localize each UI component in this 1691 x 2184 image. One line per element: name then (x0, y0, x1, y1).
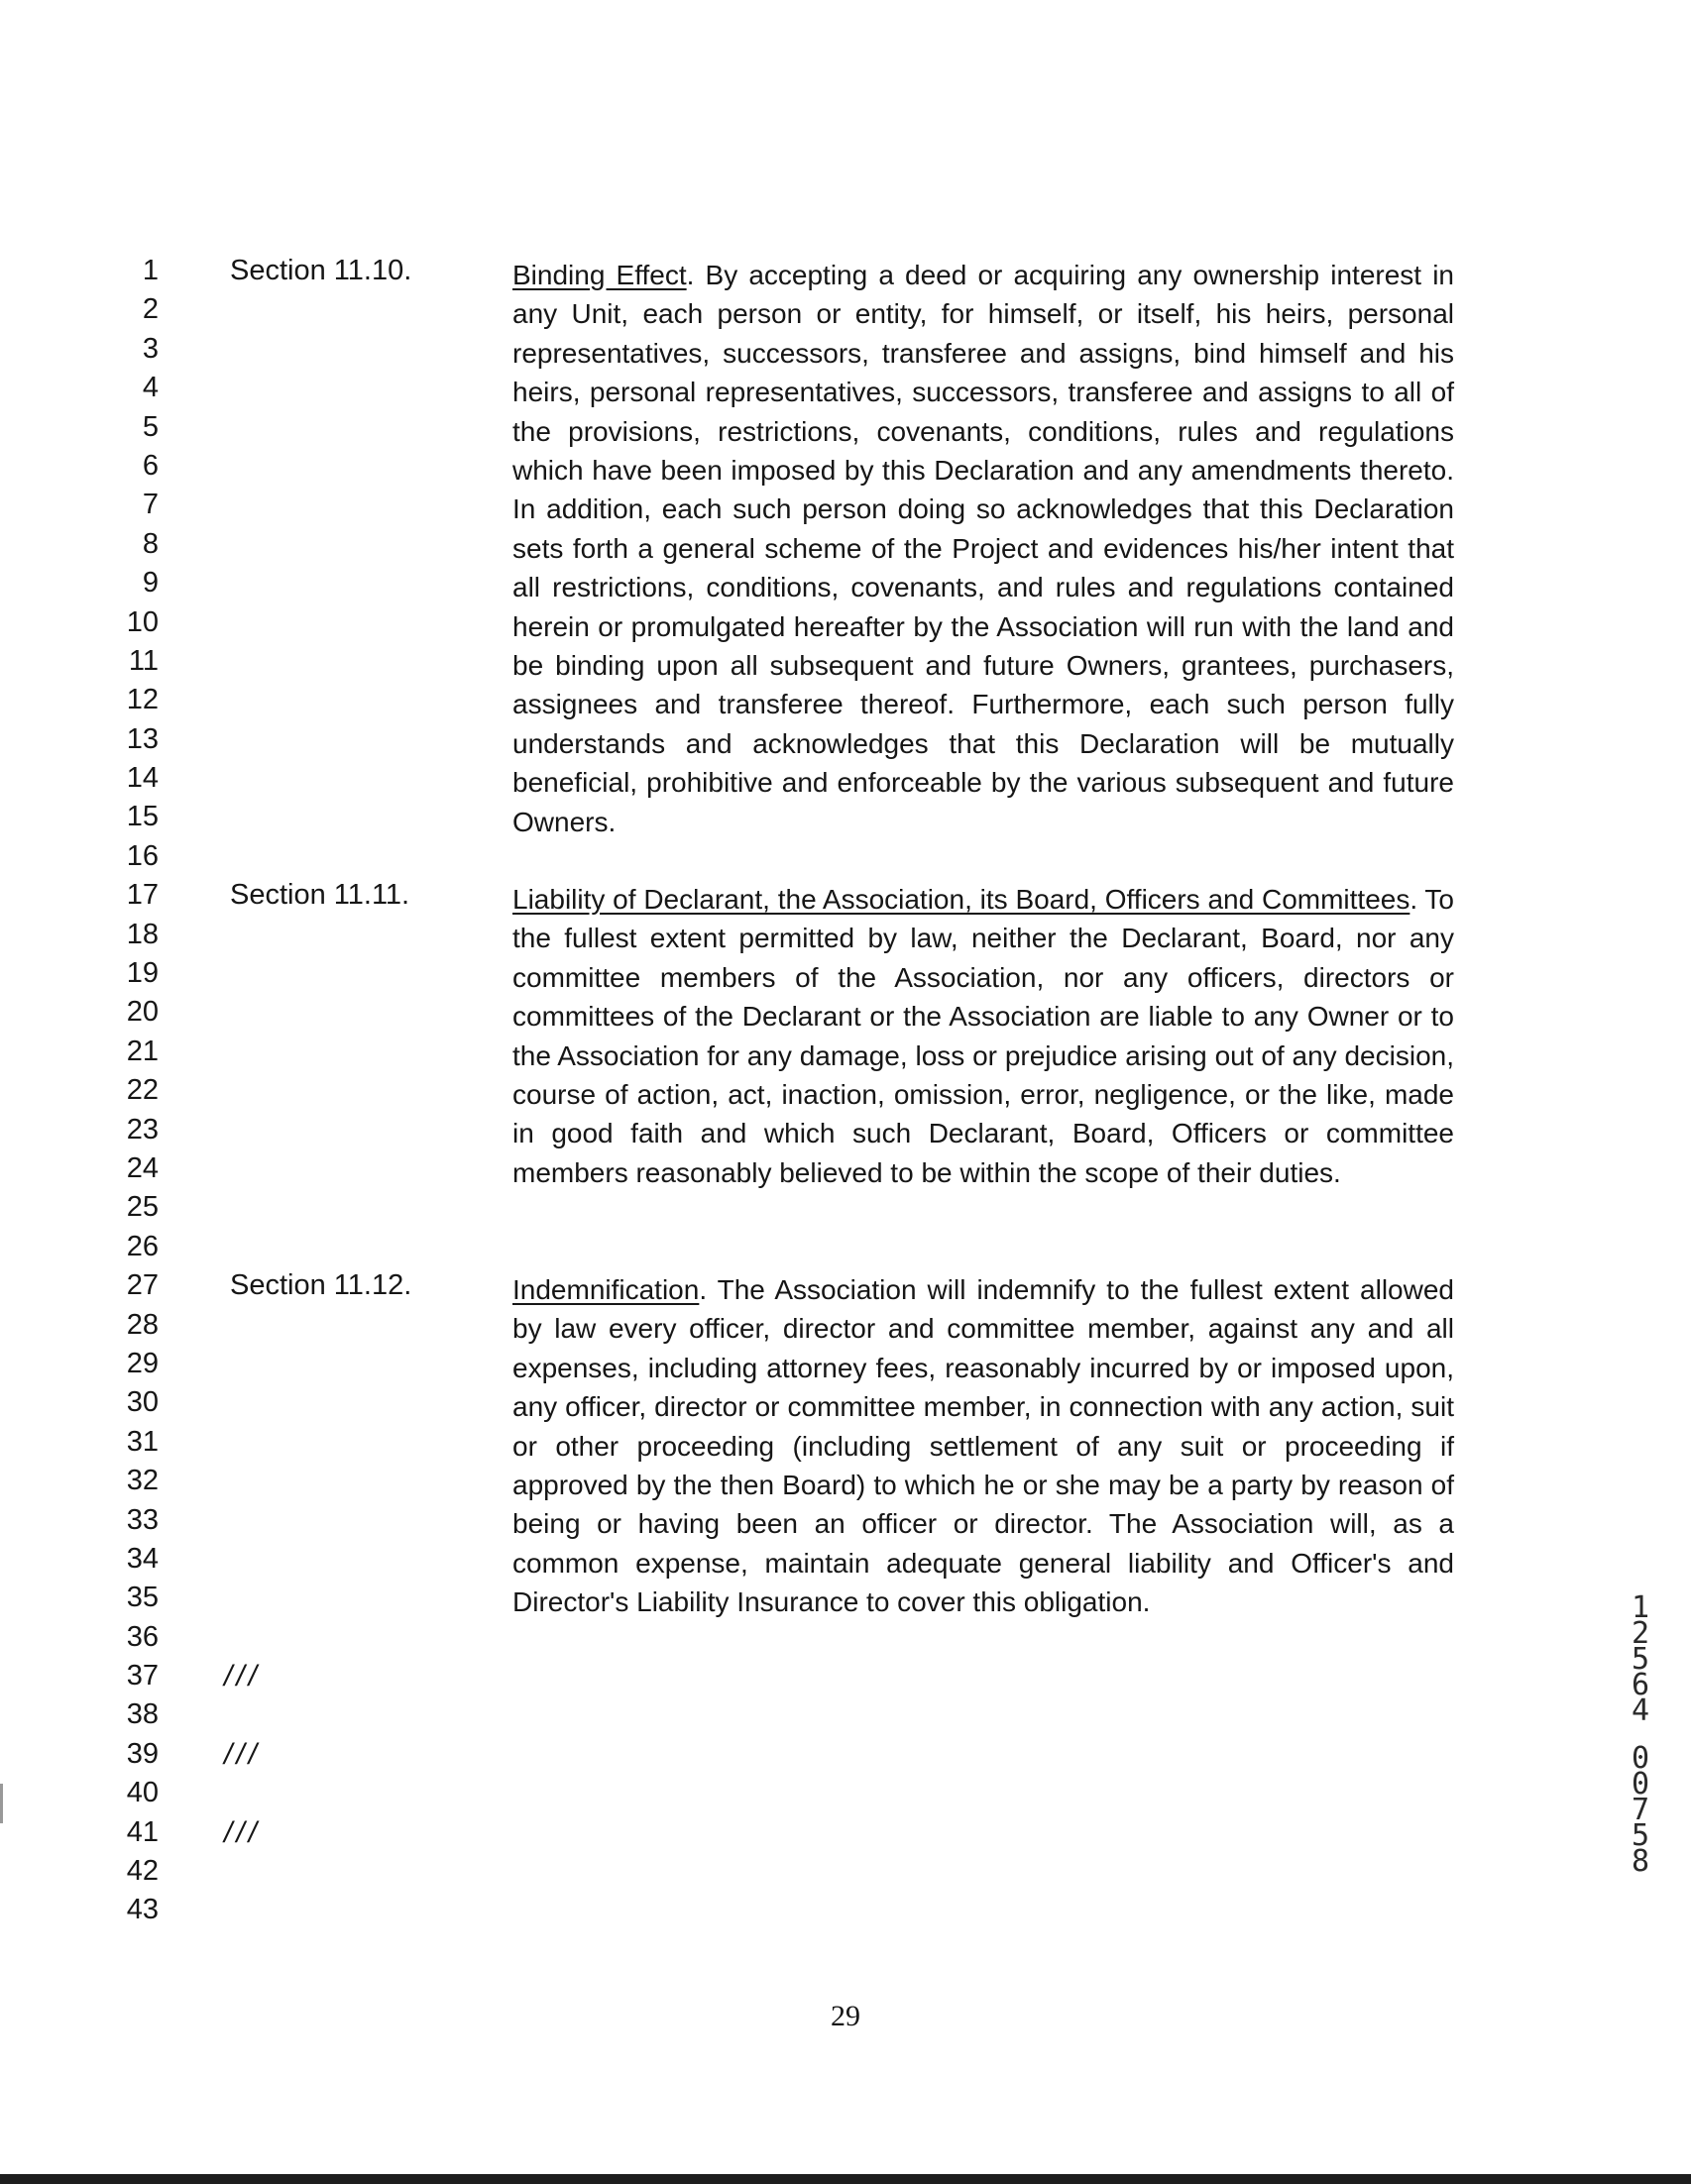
line-number: 9 (142, 567, 159, 600)
line-number: 2 (142, 293, 159, 326)
line-number: 18 (126, 918, 159, 950)
document-number-digit: 7 (1631, 1793, 1650, 1827)
section-11-10-label: Section 11.10. (230, 255, 412, 286)
line-number: 6 (142, 449, 159, 482)
line-number: 33 (126, 1503, 159, 1536)
section-11-12-text: . The Association will indemnify to the fullest extent allowed by law every officer, director and committee member, against any and all expenses, including attorney fees, reasonably incurred by or imposed upon, any officer, director or committee member, in connection with any action, suit or other proceeding (including settlement of any suit or proceeding if approved by the then Board) to which he or she may be a party by reason of being or having been an officer or director. The Association will, as a common expense, maintain adequate general liability and Officer's and Director's Liability Insurance to cover this obligation. (512, 1274, 1454, 1618)
section-11-10-text: . By accepting a deed or acquiring any ownership interest in any Unit, each person or entity, for himself, or itself, his heirs, personal representatives, successors, transferee and assigns, bind himself and his heirs, personal representatives, successors, transferee and assigns to all of the provisions, restrictions, covenants, conditions, rules and regulations which have been imposed by this Declaration and any amendments thereto. In addition, each such person doing so acknowledges that this Declaration sets forth a general scheme of the Project and evidences his/her intent that all restrictions, conditions, covenants, and rules and regulations contained herein or promulgated hereafter by the Association will run with the land and be binding upon all subsequent and future Owners, grantees, purchasers, assignees and transferee thereof. Furthermore, each such person fully understands and acknowledges that this Declaration will be mutually beneficial, prohibitive and enforceable by the various subsequent and future Owners. (512, 260, 1454, 837)
line-number: 32 (126, 1465, 159, 1497)
section-11-10-body (512, 256, 1454, 841)
page-number: 29 (831, 2000, 860, 2032)
document-number-digit: 4 (1631, 1693, 1650, 1728)
section-11-12-label: Section 11.12. (230, 1269, 412, 1301)
line-number: 42 (126, 1855, 159, 1888)
line-number: 26 (126, 1230, 159, 1262)
line-number: 21 (126, 1035, 159, 1067)
document-number-digit: 8 (1631, 1844, 1650, 1879)
line-number: 5 (142, 410, 159, 443)
line-number: 3 (142, 332, 159, 365)
line-number: 38 (126, 1698, 159, 1731)
document-number-digit: 0 (1631, 1767, 1650, 1802)
line-number: 7 (142, 489, 159, 521)
line-number: 20 (126, 996, 159, 1029)
section-11-10-heading: Binding Effect (512, 260, 687, 290)
line-number: 34 (126, 1542, 159, 1575)
line-number: 13 (126, 722, 159, 755)
slash-mark: /// (224, 1816, 262, 1849)
line-number: 17 (126, 879, 159, 912)
line-number: 30 (126, 1386, 159, 1419)
line-number: 1 (142, 255, 159, 286)
document-number-digit: 5 (1631, 1818, 1650, 1853)
document-number-digit: 5 (1631, 1642, 1650, 1677)
line-number: 11 (128, 644, 159, 677)
line-number: 12 (126, 684, 159, 716)
line-number: 39 (126, 1737, 159, 1770)
document-number-digit: 6 (1631, 1668, 1650, 1702)
line-number: 24 (126, 1151, 159, 1184)
line-number: 35 (126, 1582, 159, 1614)
section-11-12-heading: Indemnification (512, 1274, 700, 1305)
line-number: 19 (126, 957, 159, 990)
line-number: 31 (126, 1425, 159, 1458)
line-number: 37 (126, 1660, 159, 1693)
document-number-digit: 2 (1631, 1616, 1650, 1651)
document-number-digit: 0 (1631, 1741, 1650, 1776)
line-number: 15 (126, 801, 159, 833)
line-number: 43 (126, 1894, 159, 1926)
slash-mark: /// (224, 1738, 262, 1771)
line-number: 14 (126, 762, 159, 795)
line-number: 23 (126, 1113, 159, 1146)
line-number: 16 (126, 839, 159, 872)
section-11-11-heading: Liability of Declarant, the Association, its Board, Officers and Committees (512, 884, 1410, 915)
scan-bottom-border (0, 2174, 1691, 2184)
scan-edge-mark (0, 1784, 3, 1823)
line-number: 29 (126, 1347, 159, 1379)
section-11-12-body (512, 1270, 1454, 1622)
document-number-digit: 1 (1631, 1590, 1650, 1625)
line-number: 10 (126, 605, 159, 638)
document-number (1626, 1590, 1655, 1879)
line-number: 8 (142, 527, 159, 560)
line-number: 22 (126, 1074, 159, 1107)
section-11-11-label: Section 11.11. (230, 879, 410, 911)
line-number: 36 (126, 1620, 159, 1653)
line-number: 4 (142, 372, 159, 404)
line-number: 40 (126, 1777, 159, 1809)
line-number: 25 (126, 1191, 159, 1224)
line-number: 41 (126, 1815, 159, 1848)
section-11-11-body (512, 880, 1454, 1192)
slash-mark: /// (224, 1660, 262, 1693)
line-number: 28 (126, 1308, 159, 1341)
line-number: 27 (126, 1269, 159, 1302)
line-number-column (95, 252, 159, 1930)
section-11-11-text: . To the fullest extent permitted by law, neither the Declarant, Board, nor any committee members of the Association, nor any officers, directors or committees of the Declarant or the Association are liable to any Owner or to the Association for any damage, loss or prejudice arising out of any decision, course of action, act, inaction, omission, error, negligence, or the like, made in good faith and which such Declarant, Board, Officers or committee members reasonably believed to be within the scope of their duties. (512, 884, 1454, 1188)
